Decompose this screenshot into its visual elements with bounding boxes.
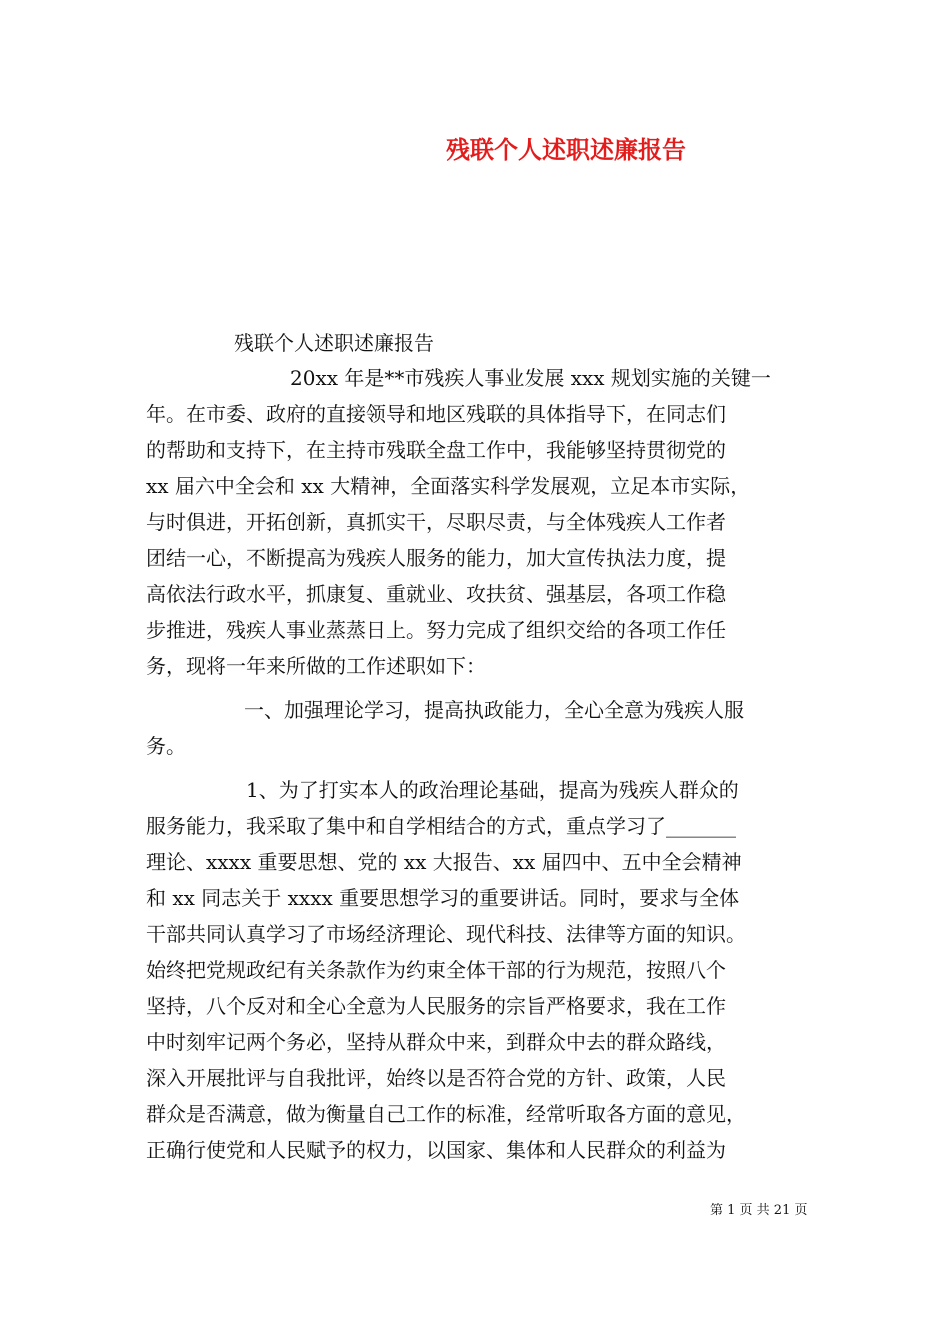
section-heading: 一、加强理论学习，提高执政能力，全心全意为残疾人服 (244, 698, 744, 722)
body-line: 的帮助和支持下，在主持市残联全盘工作中，我能够坚持贯彻党的 (146, 438, 726, 462)
body-line: 深入开展批评与自我批评，始终以是否符合党的方针、政策，人民 (146, 1066, 726, 1090)
body-line: 正确行使党和人民赋予的权力，以国家、集体和人民群众的利益为 (146, 1138, 726, 1162)
body-line: 团结一心，不断提高为残疾人服务的能力，加大宣传执法力度，提 (146, 546, 726, 570)
document-subtitle: 残联个人述职述廉报告 (234, 331, 434, 355)
body-line: xx 届六中全会和 xx 大精神，全面落实科学发展观，立足本市实际， (146, 474, 751, 498)
body-line: 干部共同认真学习了市场经济理论、现代科技、法律等方面的知识。 (146, 922, 746, 946)
body-line: 步推进，残疾人事业蒸蒸日上。努力完成了组织交给的各项工作任 (146, 618, 726, 642)
body-line: 坚持，八个反对和全心全意为人民服务的宗旨严格要求，我在工作 (146, 994, 726, 1018)
body-line: 与时俱进，开拓创新，真抓实干，尽职尽责，与全体残疾人工作者 (146, 510, 726, 534)
body-line: 始终把党规政纪有关条款作为约束全体干部的行为规范，按照八个 (146, 958, 726, 982)
page-number: 第 1 页 共 21 页 (710, 1203, 808, 1218)
body-line: 高依法行政水平，抓康复、重就业、攻扶贫、强基层，各项工作稳 (146, 582, 726, 606)
body-line: 和 xx 同志关于 xxxx 重要思想学习的重要讲话。同时，要求与全体 (146, 886, 740, 910)
body-line: 中时刻牢记两个务必，坚持从群众中来，到群众中去的群众路线， (146, 1030, 726, 1054)
body-line: 年。在市委、政府的直接领导和地区残联的具体指导下，在同志们 (146, 402, 726, 426)
body-line: 务，现将一年来所做的工作述职如下： (146, 654, 486, 678)
body-line: 服务能力，我采取了集中和自学相结合的方式，重点学习了_______ (146, 814, 736, 838)
document-title: 残联个人述职述廉报告 (446, 135, 686, 164)
body-line: 群众是否满意，做为衡量自己工作的标准，经常听取各方面的意见， (146, 1102, 746, 1126)
body-line: 1、为了打实本人的政治理论基础，提高为残疾人群众的 (246, 778, 739, 802)
body-line: 理论、xxxx 重要思想、党的 xx 大报告、xx 届四中、五中全会精神 (146, 850, 742, 874)
body-line: 20xx 年是**市残疾人事业发展 xxx 规划实施的关键一 (290, 366, 771, 390)
body-line: 务。 (146, 734, 186, 758)
